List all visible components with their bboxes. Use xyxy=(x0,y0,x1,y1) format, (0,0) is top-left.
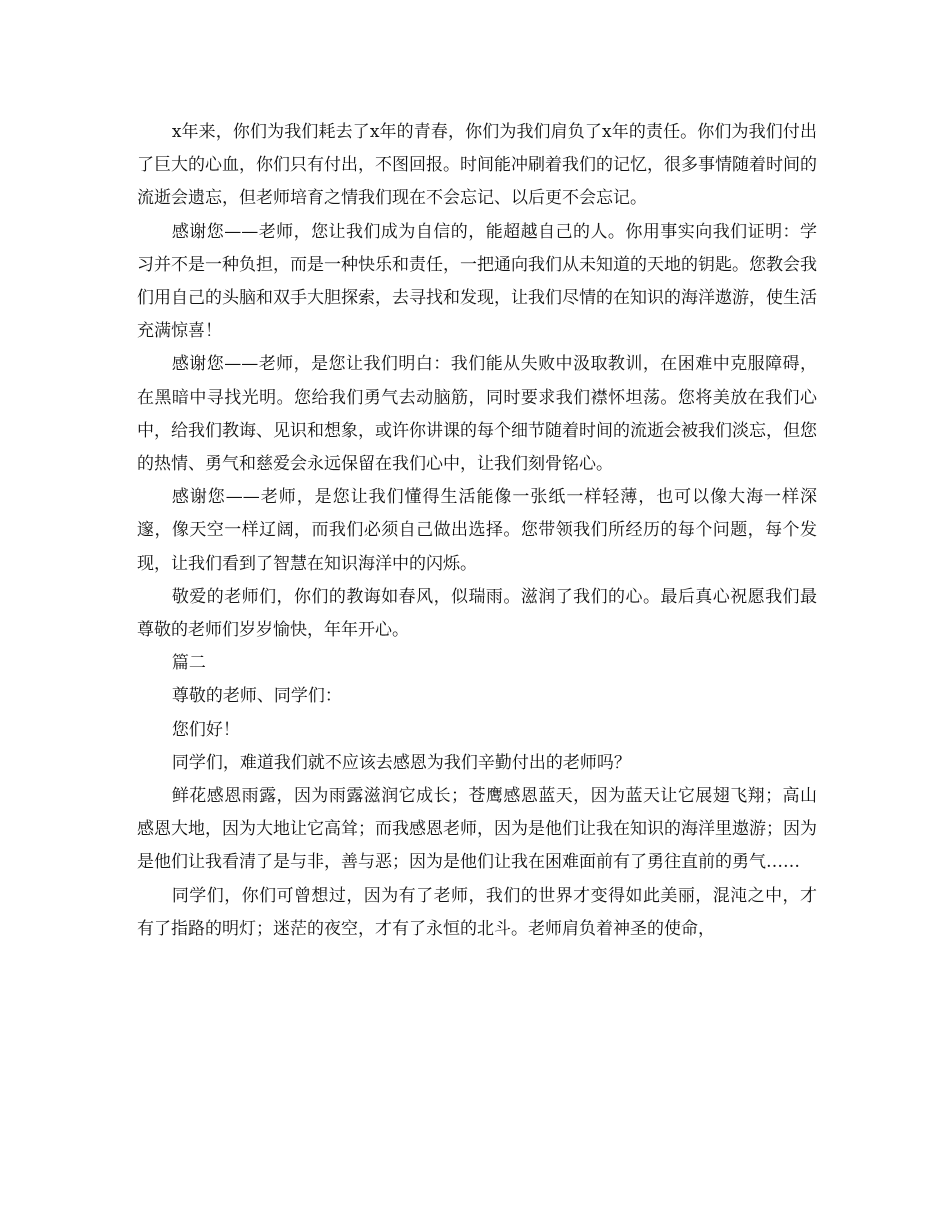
document-body xyxy=(137,116,817,946)
paragraph-gratitude-years: x年来，你们为我们耗去了x年的青春，你们为我们肩负了x年的责任。你们为我们付出了巨大的心血，你们只有付出，不图回报。时间能冲刷着我们的记忆，很多事情随着时间的流逝会遗忘，但老师培育之情我们现在不会忘记、以后更不会忘记。 xyxy=(137,122,817,209)
paragraph-gratitude-nature: 鲜花感恩雨露，因为雨露滋润它成长；苍鹰感恩蓝天，因为蓝天让它展翅飞翔；高山感恩大地，因为大地让它高耸；而我感恩老师，因为是他们让我在知识的海洋里遨游；因为是他们让我看清了是与非，善与恶；因为是他们让我在困难面前有了勇往直前的勇气…… xyxy=(137,786,817,873)
paragraph-thanks-lessons: 感谢您——老师，是您让我们明白：我们能从失败中汲取教训，在困难中克服障碍，在黑暗中寻找光明。您给我们勇气去动脑筋，同时要求我们襟怀坦荡。您将美放在我们心中，给我们教诲、见识和想象，或许你讲课的每个细节随着时间的流逝会被我们淡忘，但您的热情、勇气和慈爱会永远保留在我们心中，让我们刻骨铭心。 xyxy=(137,354,817,475)
question-line: 同学们，难道我们就不应该去感恩为我们辛勤付出的老师吗？ xyxy=(171,752,631,773)
paragraph-thanks-confidence: 感谢您——老师，您让我们成为自信的，能超越自己的人。你用事实向我们证明：学习并不是一种负担，而是一种快乐和责任，一把通向我们从未知道的天地的钥匙。您教会我们用自己的头脑和双手大胆探索，去寻找和发现，让我们尽情的在知识的海洋遨游，使生活充满惊喜！ xyxy=(137,221,817,342)
salutation: 尊敬的老师、同学们： xyxy=(171,686,342,707)
paragraph-teacher-mission: 同学们，你们可曾想过，因为有了老师，我们的世界才变得如此美丽，混沌之中，才有了指路的明灯；迷茫的夜空，才有了永恒的北斗。老师肩负着神圣的使命， xyxy=(137,885,817,939)
paragraph-thanks-life: 感谢您——老师，是您让我们懂得生活能像一张纸一样轻薄，也可以像大海一样深邃，像天空一样辽阔，而我们必须自己做出选择。您带领我们所经历的每个问题，每个发现，让我们看到了智慧在知识海洋中的闪烁。 xyxy=(137,487,817,574)
paragraph-closing-wishes: 敬爱的老师们，你们的教诲如春风，似瑞雨。滋润了我们的心。最后真心祝愿我们最尊敬的老师们岁岁愉快，年年开心。 xyxy=(137,586,817,641)
section-heading: 篇二 xyxy=(171,653,206,674)
greeting: 您们好！ xyxy=(171,719,240,740)
